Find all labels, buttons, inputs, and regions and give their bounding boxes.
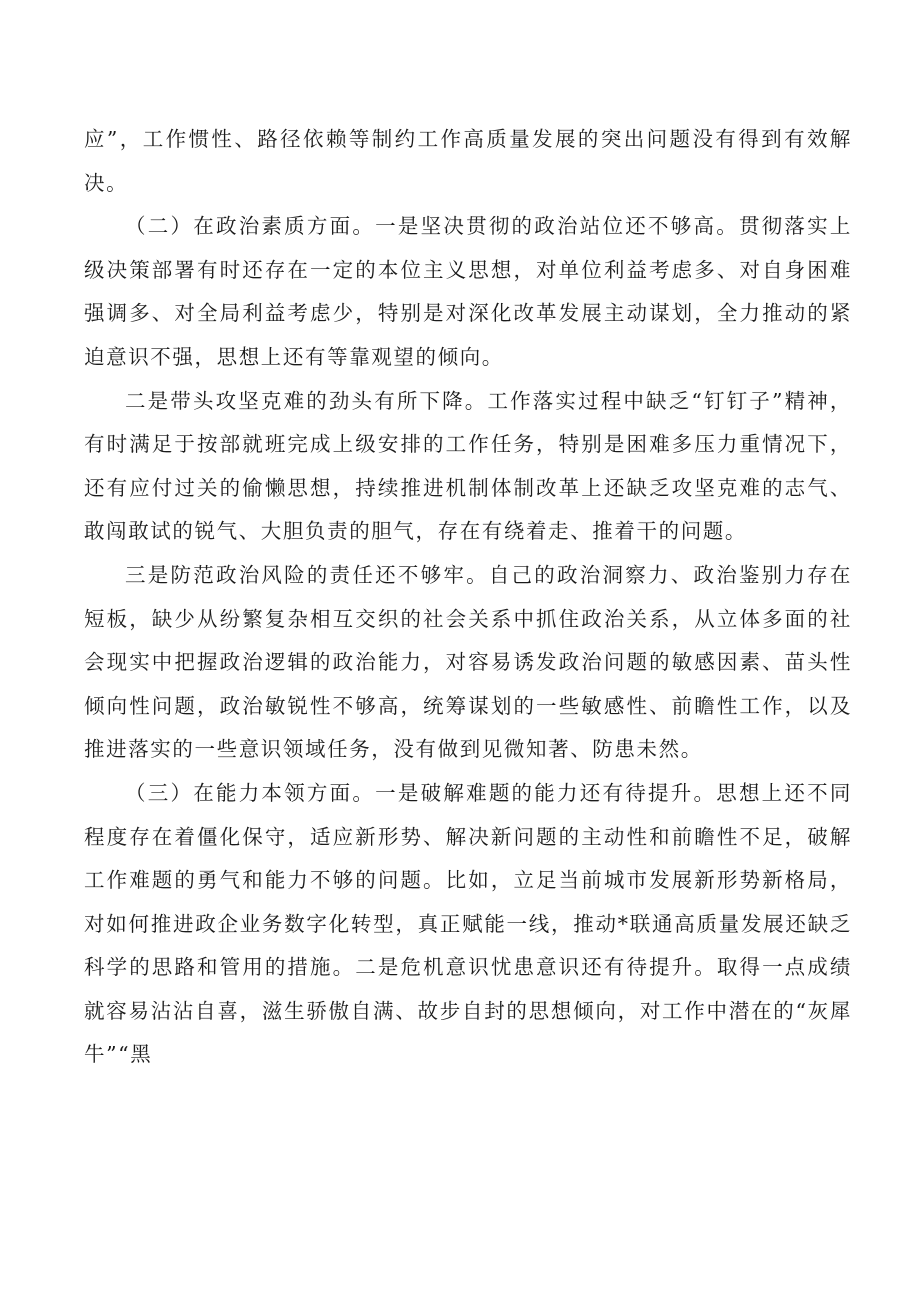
paragraph-political-quality: （二）在政治素质方面。一是坚决贯彻的政治站位还不够高。贯彻落实上级决策部署有时还存在一定的本位主义思想，对单位利益考虑多、对自身困难强调多、对全局利益考虑少，特别是对深化改革发展主动谋划，全力推动的紧迫意识不强，思想上还有等靠观望的倾向。 xyxy=(84,214,852,369)
paragraph-continuation: 应”，工作惯性、路径依赖等制约工作高质量发展的突出问题没有得到有效解决。 xyxy=(84,127,852,195)
paragraph-tackling-difficulties: 二是带头攻坚克难的劲头有所下降。工作落实过程中缺乏“钉钉子”精神，有时满足于按部就班完成上级安排的工作任务，特别是困难多压力重情况下，还有应付过关的偷懒思想，持续推进机制体制改革上还缺乏攻坚克难的志气、敢闯敢试的锐气、大胆负责的胆气，存在有绕着走、推着干的问题。 xyxy=(84,388,852,544)
document-body xyxy=(84,118,852,1077)
paragraph-capability: （三）在能力本领方面。一是破解难题的能力还有待提升。思想上还不同程度存在着僵化保守，适应新形势、解决新问题的主动性和前瞻性不足，破解工作难题的勇气和能力不够的问题。比如，立足当前城市发展新形势新格局，对如何推进政企业务数字化转型，真正赋能一线，推动*联通高质量发展还缺乏科学的思路和管用的措施。二是危机意识忧患意识还有待提升。取得一点成绩就容易沾沾自喜，滋生骄傲自满、故步自封的思想倾向，对工作中潜在的“灰犀牛”“黑 xyxy=(84,780,852,1067)
paragraph-political-risk: 三是防范政治风险的责任还不够牢。自己的政治洞察力、政治鉴别力存在短板，缺少从纷繁复杂相互交织的社会关系中抓住政治关系，从立体多面的社会现实中把握政治逻辑的政治能力，对容易诱发政治问题的敏感因素、苗头性倾向性问题，政治敏锐性不够高，统筹谋划的一些敏感性、前瞻性工作，以及推进落实的一些意识领域任务，没有做到见微知著、防患未然。 xyxy=(84,562,852,762)
